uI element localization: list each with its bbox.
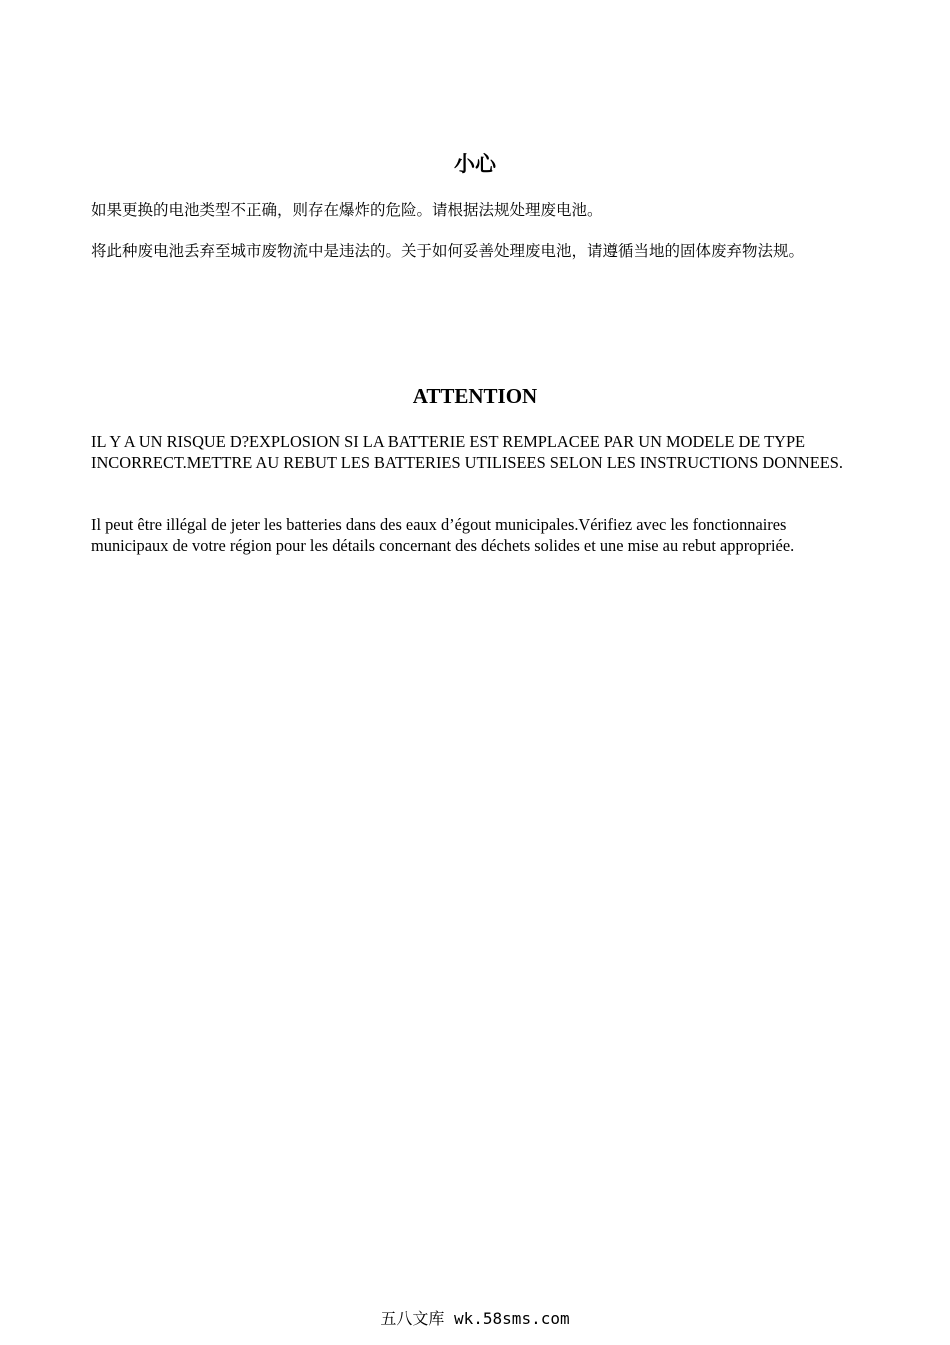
footer-watermark: 五八文库 wk.58sms.com <box>380 1309 570 1328</box>
french-attention-title: ATTENTION <box>412 384 538 408</box>
chinese-caution-title: 小心 <box>454 151 496 176</box>
french-attention-paragraph-2: Il peut être illégal de jeter les batteries dans des eaux d’égout municipales.Vérifiez avec les fonctionnaires municipaux de votre région pour les détails concernant des déchets solides et une mise au rebut appropriée. <box>91 515 795 555</box>
chinese-caution-paragraph-1: 如果更换的电池类型不正确，则存在爆炸的危险。请根据法规处理废电池。 <box>91 201 603 219</box>
french-attention-paragraph-1: IL Y A UN RISQUE D?EXPLOSION SI LA BATTERIE EST REMPLACEE PAR UN MODELE DE TYPE INCORRECT.METTRE AU REBUT LES BATTERIES UTILISEES SELON LES INSTRUCTIONS DONNEES. <box>91 432 843 472</box>
chinese-caution-paragraph-2: 将此种废电池丢弃至城市废物流中是违法的。关于如何妥善处理废电池，请遵循当地的固体废弃物法规。 <box>91 242 805 260</box>
